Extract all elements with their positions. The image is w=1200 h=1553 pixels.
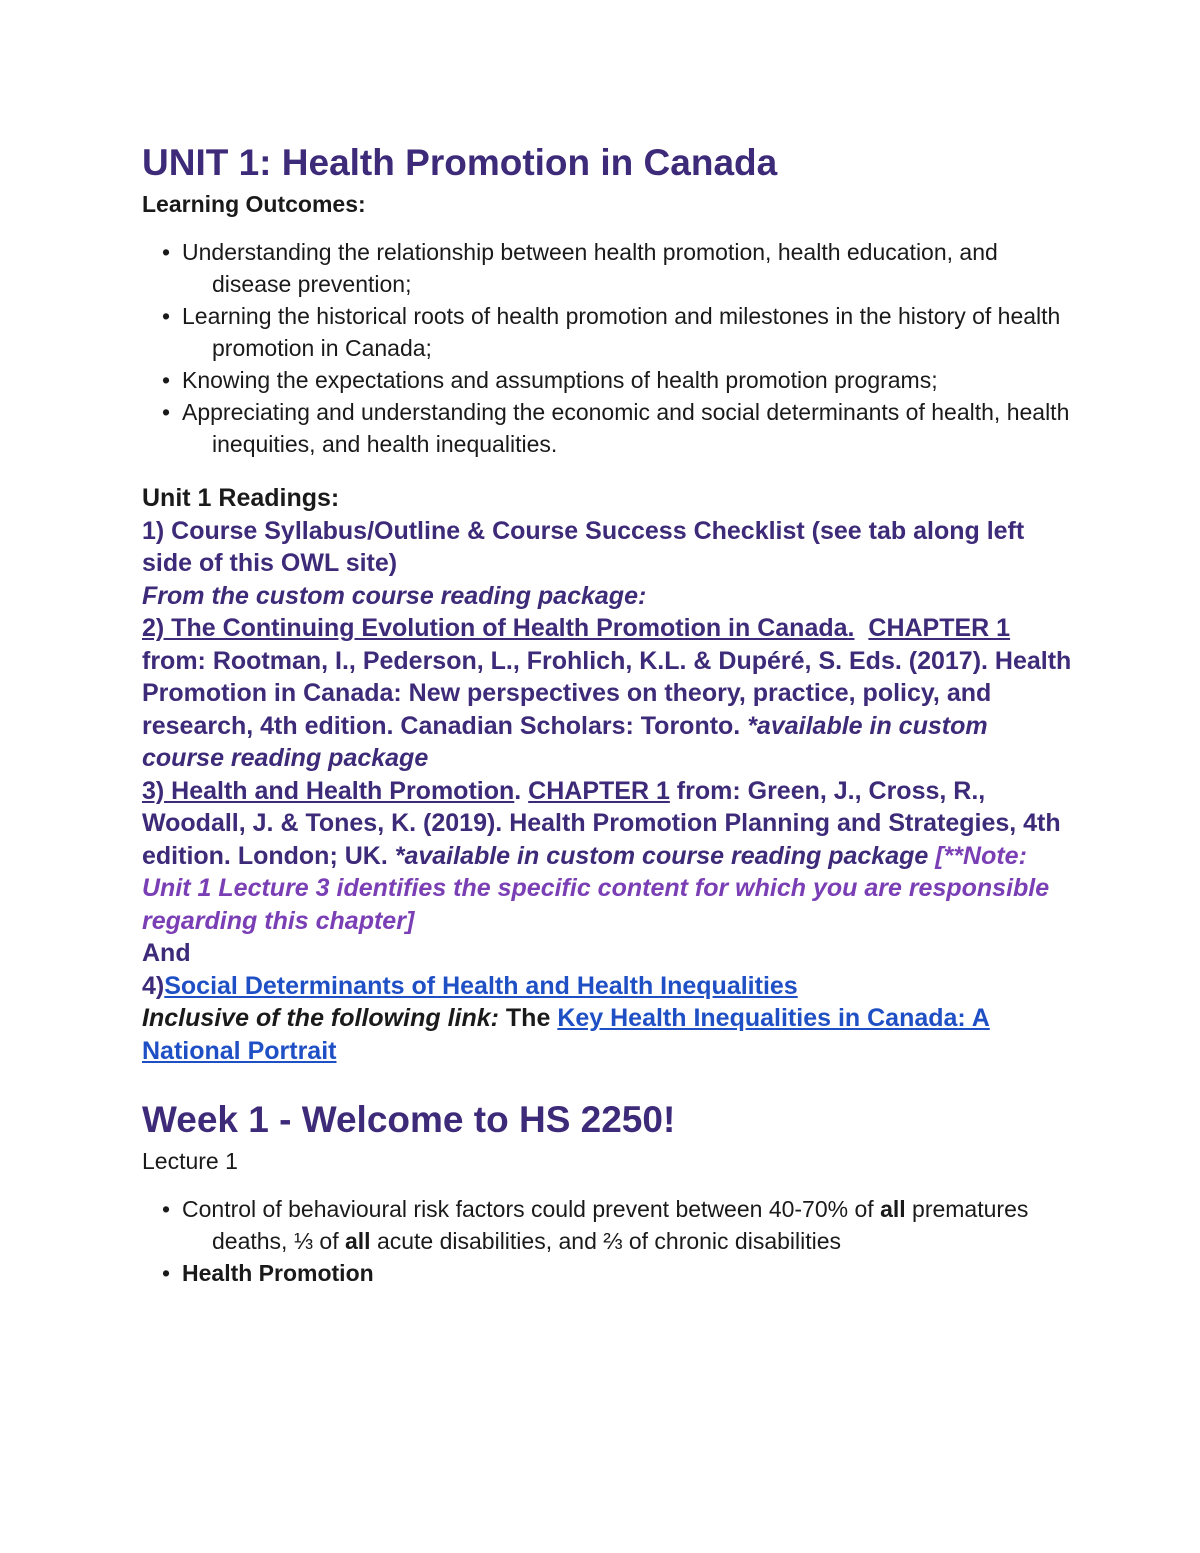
- unit-title: UNIT 1: Health Promotion in Canada: [142, 142, 778, 183]
- inclusive-label: Inclusive of the following link:: [142, 1004, 499, 1032]
- list-item: • Learning the historical roots of health promotion and milestones in the history of health promotion in Canada;: [142, 300, 1072, 364]
- health-promotion-bullet: Health Promotion: [182, 1260, 374, 1286]
- reading-2-title: 2) The Continuing Evolution of Health Promotion in Canada.: [142, 614, 855, 642]
- bullet-icon: •: [162, 1196, 171, 1222]
- reading-3-availability: *available in custom course reading package: [394, 841, 936, 870]
- reading-3-chapter: CHAPTER 1: [528, 776, 670, 805]
- reading-2-availability: *available in custom course reading package: [142, 711, 988, 772]
- reading-4: 4)Social Determinants of Health and Health Inequalities: [142, 971, 798, 1000]
- readings-section: [142, 482, 1072, 1067]
- list-item: • Appreciating and understanding the economic and social determinants of health, health inequities, and health inequalities.: [142, 396, 1072, 460]
- list-item: • Control of behavioural risk factors could prevent between 40-70% of all prematures deaths, ⅓ of all acute disabilities, and ⅔ of chronic disabilities: [142, 1193, 1072, 1257]
- list-item: [142, 1257, 1072, 1289]
- social-determinants-link[interactable]: Social Determinants of Health and Health Inequalities: [164, 971, 798, 1000]
- learning-outcomes-list: [142, 236, 1072, 460]
- inclusive-line: Inclusive of the following link: The Key Health Inequalities in Canada: A National Portrait: [142, 1004, 990, 1065]
- reading-3-title: 3) Health and Health Promotion: [142, 776, 515, 805]
- list-item: • Understanding the relationship between health promotion, health education, and disease prevention;: [142, 236, 1072, 300]
- reading-3-note: [**Note: Unit 1 Lecture 3 identifies the specific content for which you are responsible regarding this chapter]: [142, 841, 1050, 935]
- reading-2-chapter: CHAPTER 1: [868, 614, 1011, 642]
- bullet-icon: •: [162, 303, 171, 329]
- lecture-label: Lecture 1: [142, 1148, 238, 1174]
- bullet-icon: •: [162, 367, 171, 393]
- reading-1: 1) Course Syllabus/Outline & Course Success Checklist (see tab along left side of this OWL site): [142, 516, 1025, 577]
- learning-outcomes-heading: Learning Outcomes:: [142, 191, 366, 217]
- key-health-inequalities-link[interactable]: Key Health Inequalities in Canada: A National Portrait: [142, 1004, 990, 1065]
- reading-3: 3) Health and Health Promotion. CHAPTER 1 from: Green, J., Cross, R., Woodall, J. & Tones, K. (2019). Health Promotion Planning and Strategies, 4th edition. London; UK. *available in custom course reading package [**Note: Unit 1 Lecture 3 identifies the specific content for which you are responsible regarding this chapter]: [142, 776, 1061, 935]
- week-title: Week 1 - Welcome to HS 2250!: [142, 1099, 676, 1140]
- and-text: And: [142, 939, 191, 967]
- bullet-icon: •: [162, 399, 171, 425]
- bullet-icon: •: [162, 1260, 171, 1286]
- bullet-icon: •: [162, 239, 171, 265]
- document-page: [142, 140, 1072, 1289]
- reading-2: 2) The Continuing Evolution of Health Promotion in Canada. CHAPTER 1 from: Rootman, I., Pederson, L., Frohlich, K.L. & Dupéré, S. Eds. (2017). Health Promotion in Canada: New perspectives on theory, practice, policy, and research, 4th edition. Canadian Scholars: Toronto. *available in custom course reading package: [142, 614, 1072, 772]
- custom-package-intro: From the custom course reading package:: [142, 581, 647, 610]
- readings-heading: Unit 1 Readings:: [142, 484, 340, 512]
- list-item: • Knowing the expectations and assumptions of health promotion programs;: [142, 364, 1072, 396]
- lecture-bullets: [142, 1193, 1072, 1289]
